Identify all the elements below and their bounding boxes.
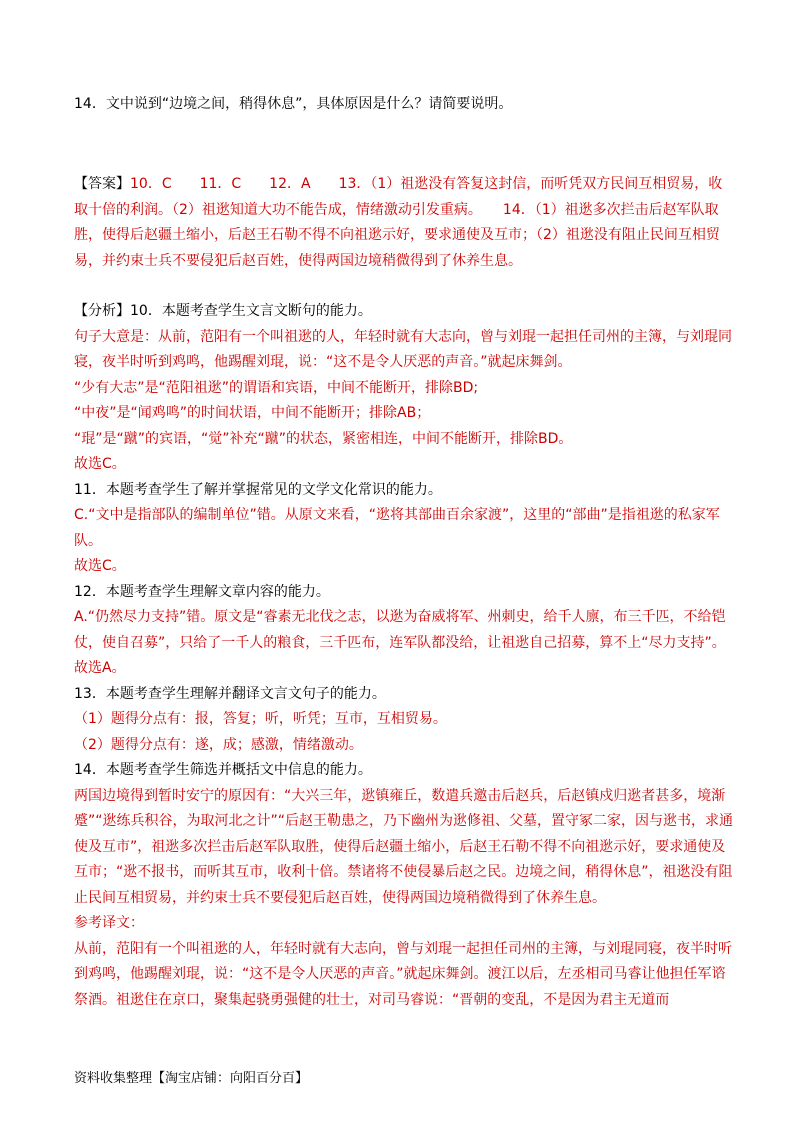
analysis-q12-head: 12．本题考查学生理解文章内容的能力。 <box>74 583 330 600</box>
analysis-q11-conclusion: 故选C。 <box>74 558 126 574</box>
answer-text: 10．C 11．C 12．A 13．（1）祖逖没有答复这封信，而听凭双方民间互相贸易，收取十倍的利润。（2）祖逖知道大功不能告成，情绪激动引发重病。 14．（1）祖逖多次拦击后赵军队取胜，使得后赵疆土缩小，后赵王石勒不得不向祖逖示好，要求通使及互市；（2）祖逖没有阻止民间互相贸易，并约束士兵不要侵犯后赵百姓，使得两国边境稍微得到了休养生息。 <box>74 176 723 269</box>
analysis-q10-line: “中夜”是“闻鸡鸣”的时间状语，中间不能断开；排除AB； <box>74 405 431 421</box>
analysis-q10-line: “少有大志”是“范阳祖逖”的谓语和宾语，中间不能断开，排除BD; <box>74 379 479 396</box>
translation-text: 从前，范阳有一个叫祖逖的人，年轻时就有大志向，曾与刘琨一起担任司州的主簿，与刘琨同寝，夜半时听到鸡鸣，他踢醒刘琨，说：“这不是令人厌恶的声音。”就起床舞剑。渡江以后，左丞相司马睿让他担任军谘祭酒。祖逖住在京口，聚集起骁勇强健的壮士，对司马睿说：“晋朝的变乱，不是因为君主无道而 <box>74 940 732 1008</box>
page-footer: 资料收集整理【淘宝店铺：向阳百分百】 <box>74 1071 309 1086</box>
analysis-q13-line: （2）题得分点有：遂，成；感激，情绪激动。 <box>74 736 363 753</box>
analysis-q12-conclusion: 故选A。 <box>74 660 126 676</box>
analysis-q14-text: 两国边境得到暂时安宁的原因有：“大兴三年，逖镇雍丘，数遣兵邀击后赵兵，后赵镇戍归逖者甚多，境渐蹙”“逖练兵积谷，为取河北之计”“后赵王勒患之，乃下幽州为逖修祖、父墓，置守冢二家，因与逖书，求通使及互市”，祖逖多次拦击后赵军队取胜，使得后赵疆土缩小，后赵王石勒不得不向祖逖示好，要求通使及互市；“逖不报书，而听其互市，收利十倍。禁诸将不使侵暴后赵之民。边境之间，稍得休息”，祖逖没有阻止民间互相贸易，并约束士兵不要侵犯后赵百姓，使得两国边境稍微得到了休养生息。 <box>74 787 734 906</box>
analysis-q10-line: “琨”是“蹴”的宾语，“觉”补充“蹴”的状态，紧密相连，中间不能断开，排除BD。 <box>74 430 573 447</box>
analysis-q13-line: （1）题得分点有：报，答复；听，听凭；互市，互相贸易。 <box>74 711 447 727</box>
analysis-q13-head: 13．本题考查学生理解并翻译文言文句子的能力。 <box>74 685 386 702</box>
analysis-q14-head: 14．本题考查学生筛选并概括文中信息的能力。 <box>74 762 372 778</box>
analysis-q12-line: A.“仍然尽力支持”错。原文是“睿素无北伐之志，以逖为奋威将军、州刺史，给千人廪，布三千匹，不给铠仗，使自召募”，只给了一千人的粮食，三千匹布，连军队都没给，让祖逖自己招募，算不上“尽力支持”。 <box>74 609 726 651</box>
translation-label: 参考译文： <box>74 915 144 931</box>
answer-label: 【答案】 <box>74 176 130 192</box>
analysis-q11-line: C.“文中是指部队的编制单位”错。从原文来看，“逖将其部曲百余家渡”，这里的“部曲”是指祖逖的私家军队。 <box>74 507 720 549</box>
analysis-q10-conclusion: 故选C。 <box>74 456 126 472</box>
answer-block <box>74 172 734 274</box>
question-14: 14．文中说到“边境之间，稍得休息”，具体原因是什么？请简要说明。 <box>74 96 513 112</box>
analysis-q10-head: 【分析】10．本题考查学生文言文断句的能力。 <box>74 303 372 319</box>
analysis-q10-line: 句子大意是：从前，范阳有一个叫祖逖的人，年轻时就有大志向，曾与刘琨一起担任司州的主簿，与刘琨同寝，夜半时听到鸡鸣，他踢醒刘琨，说：“这不是令人厌恶的声音。”就起床舞剑。 <box>74 328 732 370</box>
analysis-label: 【分析】 <box>74 303 130 319</box>
analysis-block <box>74 299 734 1013</box>
analysis-q11-head: 11．本题考查学生了解并掌握常见的文学文化常识的能力。 <box>74 481 442 498</box>
